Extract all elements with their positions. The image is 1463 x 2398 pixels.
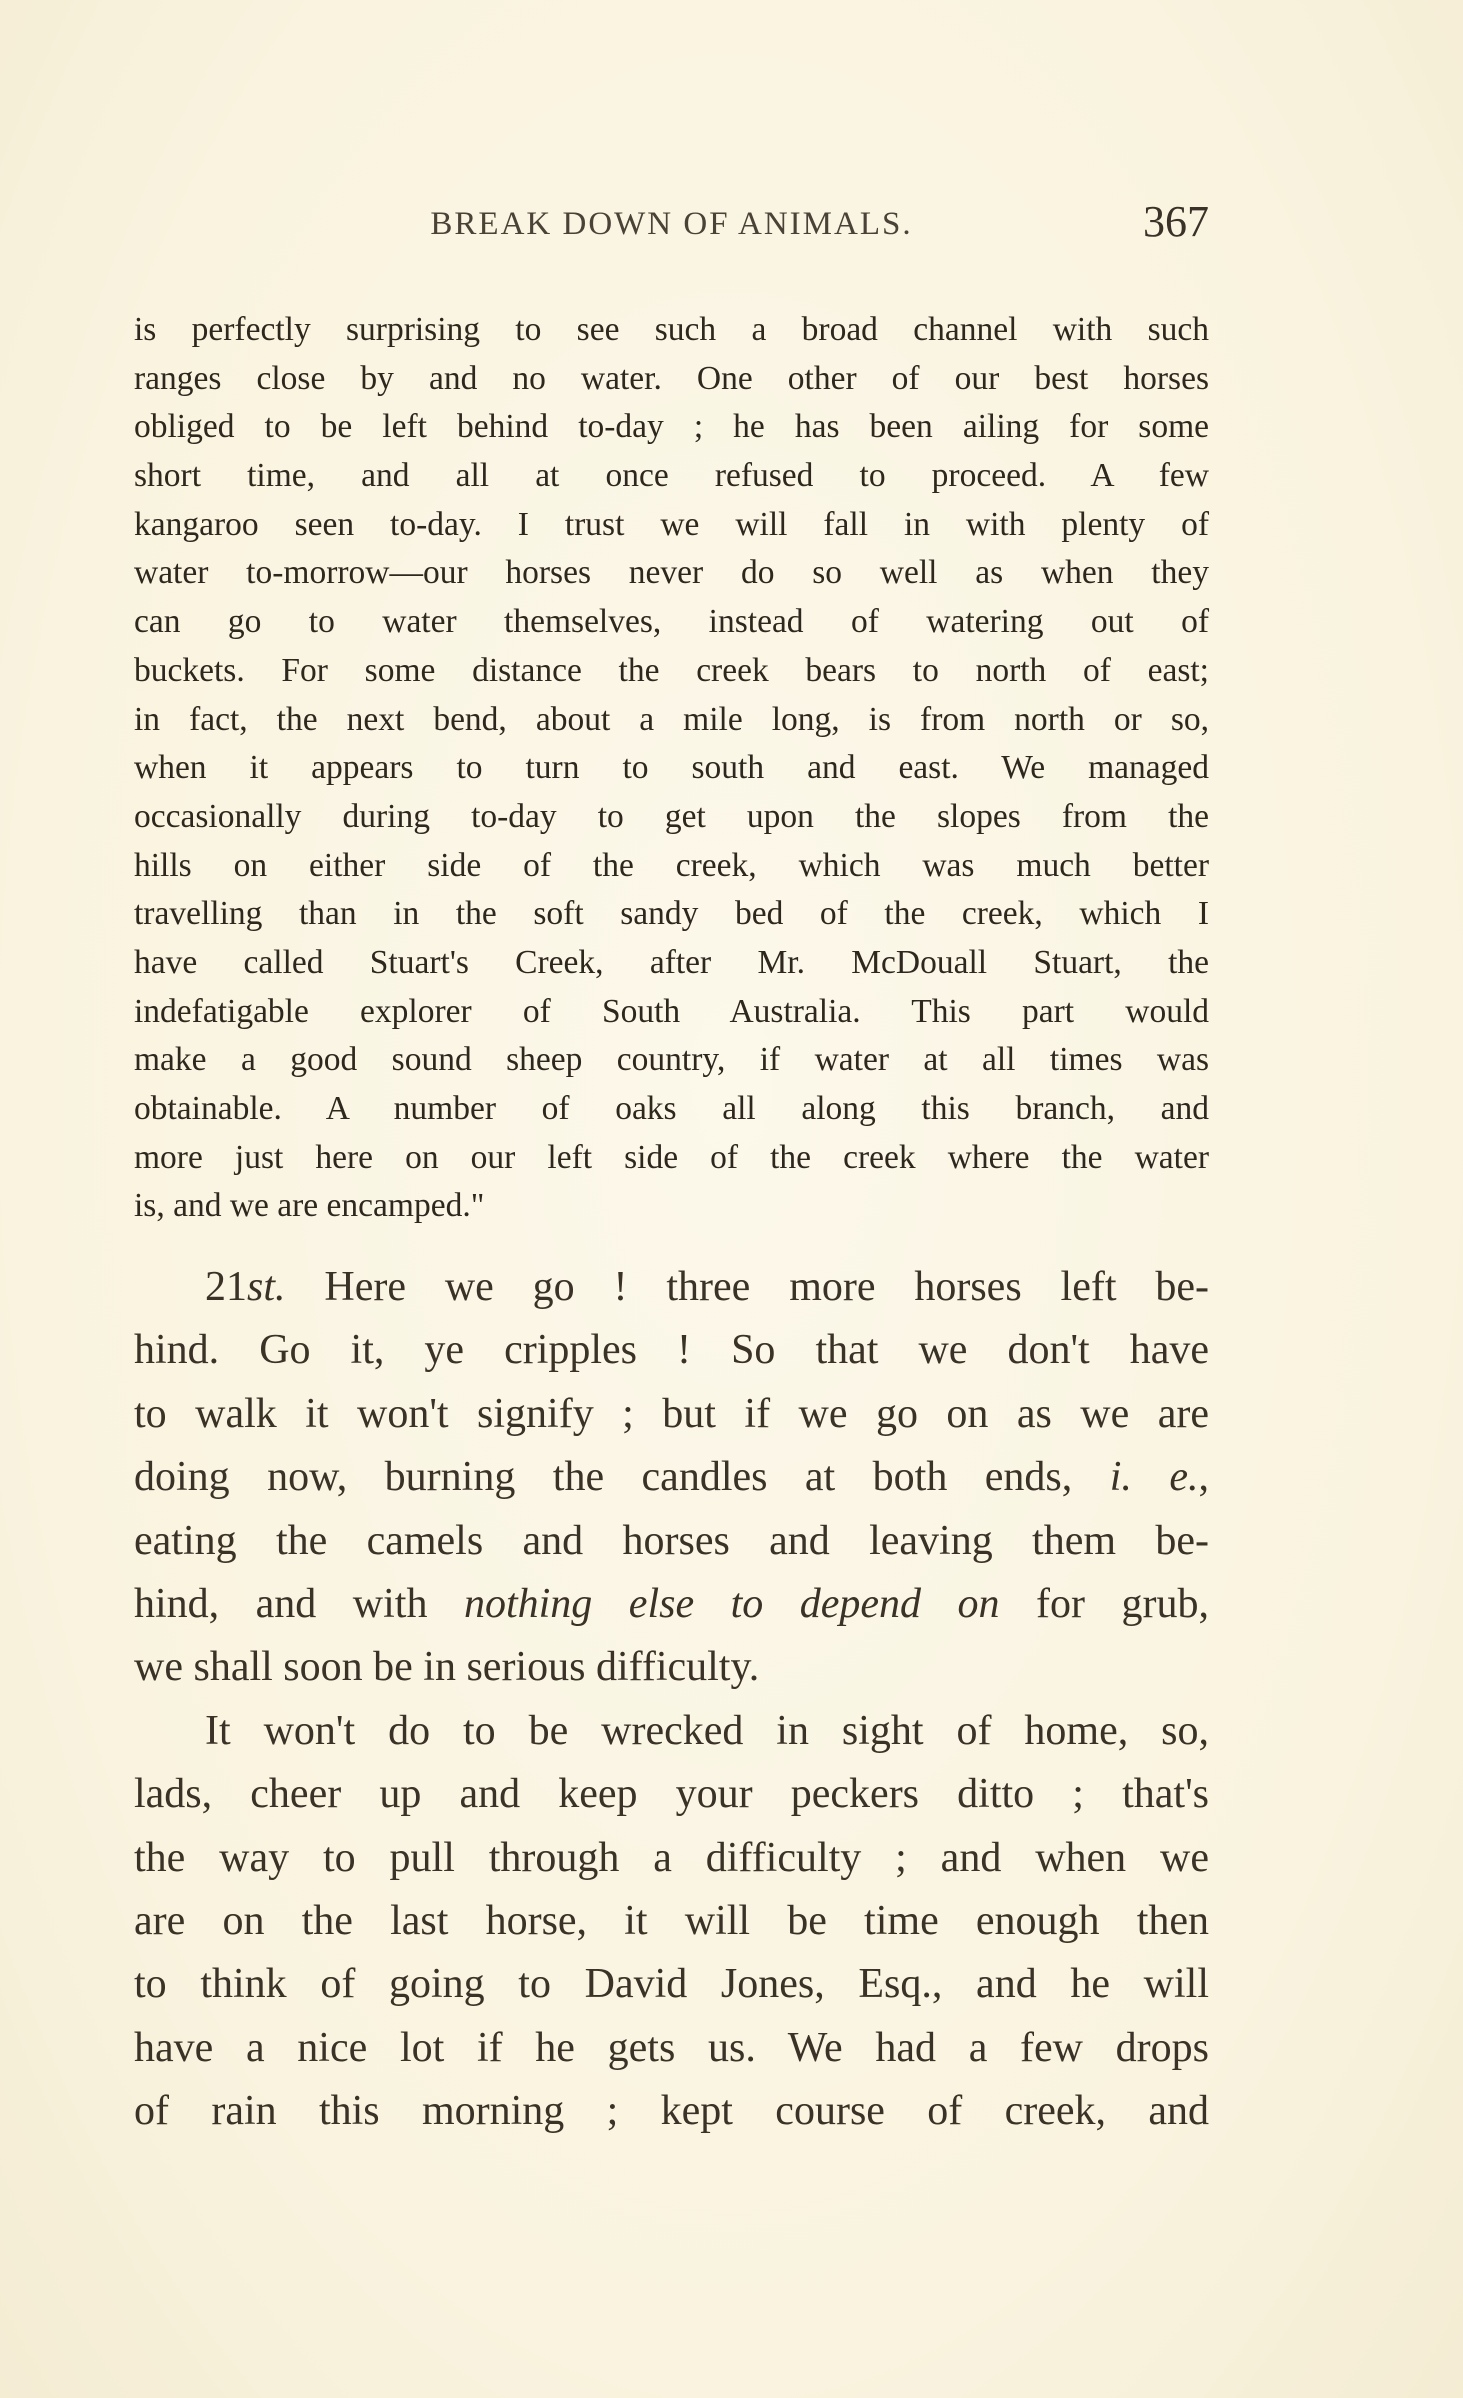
diary-text: doing now, burning the candles at both ends,	[134, 1454, 1110, 1501]
diary-entry	[134, 1256, 1209, 2143]
quote-line: is perfectly surprising to see such a broad channel with such	[134, 311, 1209, 348]
quote-line: more just here on our left side of the creek where the water	[134, 1138, 1209, 1176]
diary-text: for grub,	[999, 1580, 1209, 1627]
quote-line: is, and we are encamped."	[134, 1187, 485, 1225]
diary-text: ,	[1198, 1454, 1209, 1501]
diary-line	[134, 1256, 1209, 1319]
diary-text: hind, and with	[134, 1580, 464, 1627]
quote-line: can go to water themselves, instead of watering out of	[134, 603, 1209, 641]
diary-line: we shall soon be in serious difficulty.	[134, 1644, 760, 1691]
quote-line: occasionally during to-day to get upon the slopes from the	[134, 797, 1209, 835]
page-header	[134, 196, 1209, 256]
page-number: 367	[1143, 197, 1209, 246]
diary-line: the way to pull through a difficulty ; and when we	[134, 1834, 1209, 1881]
quote-line: travelling than in the soft sandy bed of the creek, which I	[134, 895, 1209, 933]
quote-line: when it appears to turn to south and east. We managed	[134, 749, 1209, 787]
quote-line: obtainable. A number of oaks all along this branch, and	[134, 1090, 1209, 1127]
quote-line: hills on either side of the creek, which was much better	[134, 846, 1209, 884]
entry-date-number: 21	[205, 1264, 247, 1310]
diary-line: lads, cheer up and keep your peckers ditto ; that's	[134, 1771, 1209, 1818]
diary-line: have a nice lot if he gets us. We had a few drops	[134, 2024, 1209, 2071]
quote-line: ranges close by and no water. One other of our best horses	[134, 359, 1209, 397]
quoted-journal-passage	[134, 306, 1209, 1231]
quote-line: kangaroo seen to-day. I trust we will fall in with plenty of	[134, 505, 1209, 543]
diary-line: hind. Go it, ye cripples ! So that we don't have	[134, 1327, 1209, 1374]
diary-line	[134, 1573, 1209, 1636]
quote-line: make a good sound sheep country, if water at all times was	[134, 1041, 1209, 1079]
diary-line: to walk it won't signify ; but if we go on as we are	[134, 1390, 1209, 1437]
diary-line	[134, 1446, 1209, 1509]
quote-line: water to-morrow—our horses never do so well as when they	[134, 554, 1209, 592]
diary-line: eating the camels and horses and leaving them be-	[134, 1517, 1209, 1564]
diary-line: are on the last horse, it will be time enough then	[134, 1897, 1209, 1944]
quote-line: buckets. For some distance the creek bears to north of east;	[134, 651, 1209, 689]
diary-line: of rain this morning ; kept course of creek, and	[134, 2088, 1209, 2135]
diary-line: to think of going to David Jones, Esq., and he will	[134, 1961, 1209, 2008]
running-head: BREAK DOWN OF ANIMALS.	[430, 206, 913, 242]
quote-line: in fact, the next bend, about a mile long, is from north or so,	[134, 700, 1209, 738]
quote-line: short time, and all at once refused to proceed. A few	[134, 457, 1209, 495]
italic-emphasis: nothing else to depend on	[463, 1580, 1000, 1627]
quote-line: obliged to be left behind to-day ; he has been ailing for some	[134, 408, 1209, 446]
quote-line: have called Stuart's Creek, after Mr. McDouall Stuart, the	[134, 943, 1209, 981]
quote-line: indefatigable explorer of South Australia. This part would	[134, 992, 1209, 1030]
italic-ie: i. e.	[1109, 1454, 1199, 1501]
diary-line: It won't do to be wrecked in sight of home, so,	[205, 1707, 1209, 1754]
entry-date-suffix: st.	[247, 1264, 286, 1310]
diary-text: Here we go ! three more horses left be-	[285, 1264, 1209, 1310]
